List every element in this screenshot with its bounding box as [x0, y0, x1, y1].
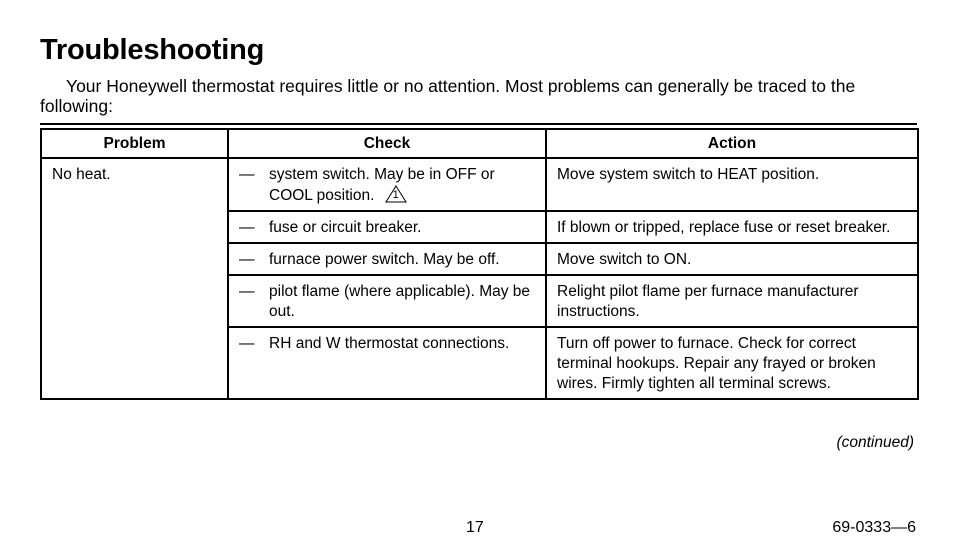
action-cell: If blown or tripped, replace fuse or reset breaker.	[546, 211, 918, 243]
action-cell: Move switch to ON.	[546, 243, 918, 275]
page-title: Troubleshooting	[40, 34, 265, 66]
troubleshooting-table-wrapper	[40, 123, 917, 400]
document-number: 69-0333—6	[832, 519, 916, 536]
check-text: furnace power switch. May be off.	[269, 251, 500, 268]
check-cell	[228, 327, 546, 399]
note-number: 1	[392, 189, 399, 201]
dash-marker: —	[239, 283, 255, 300]
header-action: Action	[546, 129, 918, 158]
check-cell	[228, 275, 546, 327]
note-triangle-icon	[385, 185, 407, 203]
problem-cell: No heat.	[41, 158, 228, 399]
check-cell	[228, 211, 546, 243]
continued-note: (continued)	[836, 434, 914, 451]
dash-marker: —	[239, 219, 255, 236]
check-text: RH and W thermostat connections.	[269, 335, 510, 352]
table-header-row	[41, 129, 918, 158]
troubleshooting-table	[40, 128, 919, 400]
action-cell: Turn off power to furnace. Check for correct terminal hookups. Repair any frayed or broken wires. Firmly tighten all terminal screws.	[546, 327, 918, 399]
dash-marker: —	[239, 166, 255, 183]
check-text: pilot flame (where applicable). May be out.	[269, 283, 531, 320]
header-problem: Problem	[41, 129, 228, 158]
check-text: fuse or circuit breaker.	[269, 219, 422, 236]
dash-marker: —	[239, 251, 255, 268]
action-cell: Relight pilot flame per furnace manufacturer instructions.	[546, 275, 918, 327]
check-cell	[228, 158, 546, 211]
header-check: Check	[228, 129, 546, 158]
table-row	[41, 158, 918, 211]
intro-text: Your Honeywell thermostat requires little or no attention. Most problems can generally be traced to the following:	[40, 76, 856, 116]
dash-marker: —	[239, 335, 255, 352]
page-number: 17	[466, 519, 484, 536]
check-cell	[228, 243, 546, 275]
check-text: system switch. May be in OFF or COOL position.	[269, 166, 495, 204]
intro-paragraph	[40, 76, 920, 116]
action-cell: Move system switch to HEAT position.	[546, 158, 918, 211]
